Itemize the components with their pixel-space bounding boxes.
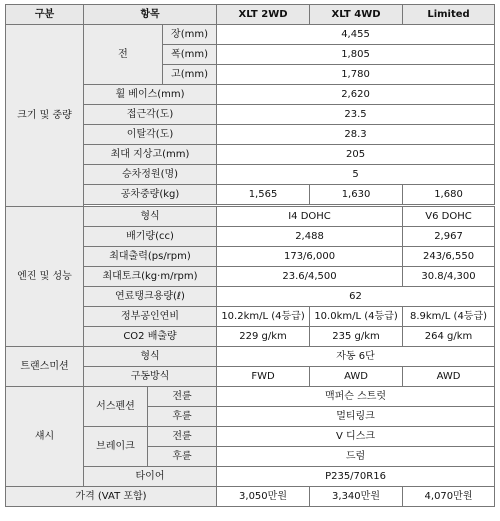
suspension-front-value: 맥퍼슨 스트럿 xyxy=(217,387,495,407)
max-power-label: 최대출력(ps/rpm) xyxy=(84,247,217,267)
brake-rear-value: 드럼 xyxy=(217,447,495,467)
wheelbase-value: 2,620 xyxy=(217,85,495,105)
drive-type-label: 구동방식 xyxy=(84,367,217,387)
fuel-tank-value: 62 xyxy=(217,287,495,307)
max-torque-xlt: 23.6/4,500 xyxy=(217,267,403,287)
category-size: 크기 및 중량 xyxy=(6,25,84,207)
max-torque-limited: 30.8/4,300 xyxy=(403,267,495,287)
co2-xlt-4wd: 235 g/km xyxy=(310,327,403,347)
spec-table xyxy=(5,4,495,507)
displacement-label: 배기량(cc) xyxy=(84,227,217,247)
height-label: 고(mm) xyxy=(163,65,217,85)
tire-value: P235/70R16 xyxy=(217,467,495,487)
curb-weight-label: 공차중량(kg) xyxy=(84,185,217,205)
suspension-front-label: 전륜 xyxy=(148,387,217,407)
co2-xlt-2wd: 229 g/km xyxy=(217,327,310,347)
engine-type-limited: V6 DOHC xyxy=(403,207,495,227)
drive-type-xlt-2wd: FWD xyxy=(217,367,310,387)
departure-angle-value: 28.3 xyxy=(217,125,495,145)
suspension-rear-value: 멀티링크 xyxy=(217,407,495,427)
price-xlt-4wd: 3,340만원 xyxy=(310,487,403,507)
ground-clearance-value: 205 xyxy=(217,145,495,165)
fuel-economy-limited: 8.9km/L (4등급) xyxy=(403,307,495,327)
ground-clearance-label: 최대 지상고(mm) xyxy=(84,145,217,165)
fuel-economy-xlt-4wd: 10.0km/L (4등급) xyxy=(310,307,403,327)
max-torque-label: 최대토크(kg·m/rpm) xyxy=(84,267,217,287)
header-row xyxy=(6,5,495,25)
co2-limited: 264 g/km xyxy=(403,327,495,347)
width-value: 1,805 xyxy=(217,45,495,65)
header-model-limited: Limited xyxy=(403,5,495,25)
length-value: 4,455 xyxy=(217,25,495,45)
wheelbase-label: 휠 베이스(mm) xyxy=(84,85,217,105)
departure-angle-label: 이탈각(도) xyxy=(84,125,217,145)
front-group-label: 전 xyxy=(84,25,163,85)
transmission-type-label: 형식 xyxy=(84,347,217,367)
length-label: 장(mm) xyxy=(163,25,217,45)
displacement-xlt: 2,488 xyxy=(217,227,403,247)
seating-label: 승차정원(명) xyxy=(84,165,217,185)
price-limited: 4,070만원 xyxy=(403,487,495,507)
brake-label: 브레이크 xyxy=(84,427,148,467)
engine-type-xlt: I4 DOHC xyxy=(217,207,403,227)
brake-rear-label: 후륜 xyxy=(148,447,217,467)
category-chassis: 섀시 xyxy=(6,387,84,487)
displacement-limited: 2,967 xyxy=(403,227,495,247)
seating-value: 5 xyxy=(217,165,495,185)
engine-type-label: 형식 xyxy=(84,207,217,227)
drive-type-xlt-4wd: AWD xyxy=(310,367,403,387)
transmission-type-value: 자동 6단 xyxy=(217,347,495,367)
fuel-economy-xlt-2wd: 10.2km/L (4등급) xyxy=(217,307,310,327)
category-transmission: 트랜스미션 xyxy=(6,347,84,387)
curb-weight-xlt-4wd: 1,630 xyxy=(310,185,403,205)
approach-angle-label: 접근각(도) xyxy=(84,105,217,125)
co2-label: CO2 배출량 xyxy=(84,327,217,347)
suspension-rear-label: 후륜 xyxy=(148,407,217,427)
fuel-tank-label: 연료탱크용량(ℓ) xyxy=(84,287,217,307)
height-value: 1,780 xyxy=(217,65,495,85)
header-model-xlt-4wd: XLT 4WD xyxy=(310,5,403,25)
approach-angle-value: 23.5 xyxy=(217,105,495,125)
suspension-label: 서스펜션 xyxy=(84,387,148,427)
max-power-limited: 243/6,550 xyxy=(403,247,495,267)
tire-label: 타이어 xyxy=(84,467,217,487)
price-xlt-2wd: 3,050만원 xyxy=(217,487,310,507)
drive-type-limited: AWD xyxy=(403,367,495,387)
curb-weight-limited: 1,680 xyxy=(403,185,495,205)
brake-front-label: 전륜 xyxy=(148,427,217,447)
category-engine: 엔진 및 성능 xyxy=(6,207,84,347)
price-label: 가격 (VAT 포함) xyxy=(6,487,217,507)
width-label: 폭(mm) xyxy=(163,45,217,65)
header-model-xlt-2wd: XLT 2WD xyxy=(217,5,310,25)
max-power-xlt: 173/6,000 xyxy=(217,247,403,267)
header-item: 항목 xyxy=(84,5,217,25)
header-category: 구분 xyxy=(6,5,84,25)
curb-weight-xlt-2wd: 1,565 xyxy=(217,185,310,205)
fuel-economy-label: 정부공인연비 xyxy=(84,307,217,327)
brake-front-value: V 디스크 xyxy=(217,427,495,447)
